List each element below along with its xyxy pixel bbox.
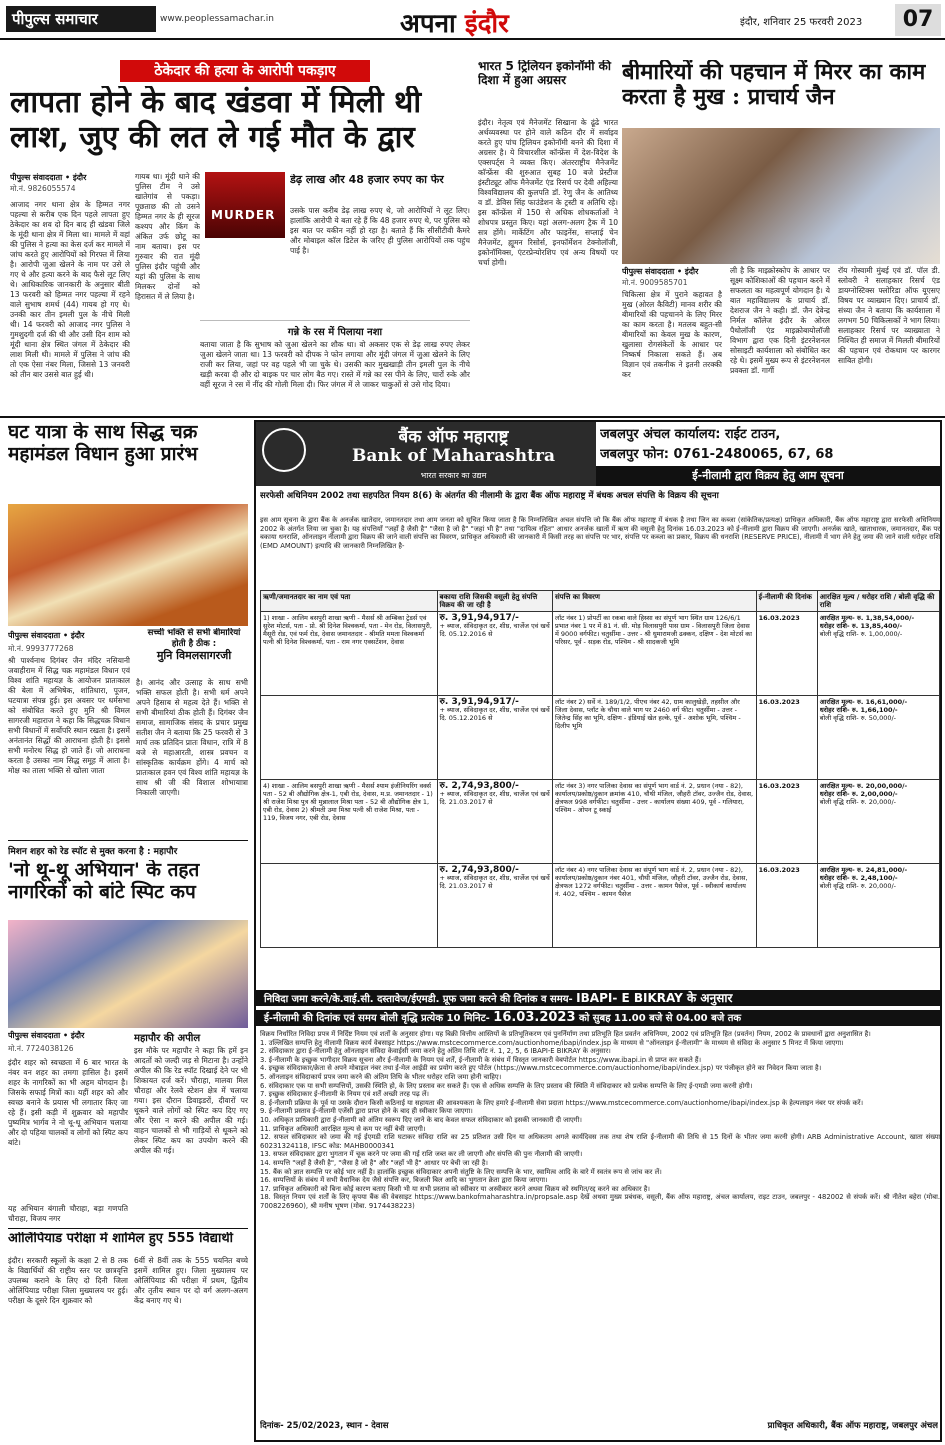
cell-date: 16.03.2023 bbox=[756, 612, 817, 696]
tender-deadline-value: IBAPI- E BIKRAY के अनुसार bbox=[576, 991, 733, 1005]
bid-increment: बोली वृद्धि राशि- रु. 1,00,000/- bbox=[819, 630, 903, 638]
story1-body-2-text: आधिकारिक जानकारी के अनुसार बीती 13 फरवरी को हिम्मत नगर पहल्या में रहने वाले सुभाष शमर्थ (44) गायब हो गए थे। उनकी कार तीन इमली पुल के नीचे मिली थी। 14 फरवरी को आजाद नगर पुलिस ने गुमशुदगी दर्ज की थी और उसी दिन शाम को मूंदी थाना क्षेत्र स्थित जंगल में ठेकेदार की लाश मिली थी। मामले में पुलिस ने जांच की तो एक ऐसा नंबर मिला, जिससे 13 जनवरी को तीन बार उससे बात हुई थी। bbox=[10, 280, 130, 379]
cell-reserve bbox=[817, 696, 939, 780]
cell-date: 16.03.2023 bbox=[756, 864, 817, 948]
story1-body-3-text: गायब था। मूंदी थाने की पुलिस टीम ने उसे खातेगांव से पकड़ा। पूछताछ की तो उसने हिम्मत नगर के ही सूरज कश्यप और किंग के अंकित उर्फ छोटू का नाम बताया। इस पर गुरुवार की रात मूंदी पुलिस इंदौर पहुंची और यहां की पुलिस के साथ मिलकर दोनों को हिरासत में ले लिया है। bbox=[135, 172, 200, 301]
cell-dues-amount: रु. 3,91,94,917/- bbox=[439, 697, 519, 707]
table-header-row bbox=[261, 591, 940, 612]
cell-date: 16.03.2023 bbox=[756, 780, 817, 864]
story2-body: इंदौर। नेतृत्व एवं मैनेजमेंट सिखाना के ढूंढे भारत अर्थव्यवस्था पर होने वाले कठिन दौर में सर्वाइव करते हुए पांच ट्रिलियन इकोनॉमी बनने की दिशा में अग्रसर है। ये विचारशील कॉन्फ्रेंस में देश-विदेश के एक्सपर्ट्स ने व्यक्त किए। अंतरराष्ट्रीय मैनेजमेंट कॉन्फ्रेंस की शुरुआत सुबह 10 बजे प्रेस्टीज इंस्टीट्यूट ऑफ मैनेजमेंट एंड रिसर्च पर देवी अहिल्या विश्वविद्यालय की कुलपति डॉ. रेणु जैन के आतिथ्य व डॉ. डेविस सिंह फाउंडेशन के ट्रस्टी व अतिथि रहे। इस कॉन्फ्रेंस में 150 से अधिक शोधकर्ताओं ने शोधपत्र प्रस्तुत किए। यहां अलग-अलग ट्रैक में 10 सत्र होंगे। मार्केटिंग और फाइनेंस, सप्लाई चेन मैनेजमेंट, ह्यूमन रिसोर्स, इनफॉर्मेशन टेक्नोलॉजी, इकोनॉमिक्स, एंटरप्रेन्योरशिप एवं अन्य विषयों पर चर्चा होगी। bbox=[478, 118, 618, 267]
cell-dues bbox=[437, 780, 552, 864]
emd-amount: धरोहर राशि- रु. 1,66,100/- bbox=[819, 706, 898, 714]
story1-byline: पीपुल्स संवाददाता • इंदौर bbox=[10, 173, 87, 182]
bank-office-line-2: जबलपुर फोन: 0761-2480065, 67, 68 bbox=[600, 447, 834, 462]
story1-box-head: गन्ने के रस में पिलाया नशा bbox=[287, 327, 383, 338]
story5-byline: पीपुल्स संवाददाता • इंदौर bbox=[8, 1031, 85, 1040]
masthead bbox=[0, 0, 945, 40]
story5-appeal-head: महापौर की अपील bbox=[134, 1033, 201, 1044]
bank-logo-icon bbox=[262, 428, 306, 472]
reserve-price: आरक्षित मूल्य- रु. 20,00,000/- bbox=[819, 782, 908, 790]
col-date: ई-नीलामी की दिनांक bbox=[756, 591, 817, 612]
cell-dues-note: + ब्याज, संविदाकृत दर, शीघ्र, चार्जेज एवं खर्चे दि. 05.12.2016 से bbox=[439, 622, 550, 638]
cell-reserve bbox=[817, 612, 939, 696]
story6-headline: ओलिंपियाड परीक्षा में शामिल हुए 555 विद्यार्थी bbox=[8, 1232, 233, 1246]
term-item[interactable]: 4. इच्छुक संविदाकार/क्रेता से अपने मोबाइल नंबर तथा ई-मेल आईडी का प्रयोग करते हुए पोर्टल (https://www.mstcecommerce.com/auctionhome/ibapi/index.jsp) पर पंजीकृत होने का निवेदन किया जाता है। bbox=[260, 1064, 822, 1073]
story5-body-1: इंदौर शहर को स्वच्छता में 6 बार भारत के नंबर वन शहर का तमगा हासिल है। इसमें शहर के नागरिकों का भी अहम योगदान है। जिसके सफाई मित्रों का। यहीं शहर को और स्वच्छ बनाने के प्रयास भी लगातार किए जा रहे हैं। इसी कड़ी में शुक्रवार को महापौर पुष्यमित्र भार्गव ने नो थू-थू अभियान चलाया और दो पहिया चालकों व लोगों को स्पिट कप बांटे। bbox=[8, 1058, 128, 1147]
cell-date: 16.03.2023 bbox=[756, 696, 817, 780]
story3-mobile: मो.नं. 9009585701 bbox=[622, 278, 688, 287]
cell-dues-amount: रु. 2,74,93,800/- bbox=[439, 781, 519, 791]
term-item: 14. सम्पत्ति "जहाँ है जैसी है", "जैसा है जो है" और "जहाँ भी है" आधार पर बेची जा रही है। bbox=[260, 1158, 489, 1167]
bank-office-line-1: जबलपुर अंचल कार्यालय: राईट टाउन, bbox=[600, 427, 781, 442]
bank-header bbox=[256, 422, 596, 486]
section-title bbox=[400, 4, 509, 40]
cell-borrower bbox=[261, 864, 438, 948]
table-row bbox=[261, 696, 940, 780]
bank-tagline: भारत सरकार का उद्यम bbox=[420, 471, 487, 480]
story6-body-1: इंदौर। सरकारी स्कूलों के कक्षा 2 से 8 तक के विद्यार्थियों की राष्ट्रीय स्तर पर छात्रवृत्ति उपलब्ध कराने के लिए दो दिनी जिला ओलिंपियाड परीक्षा जिला मुख्यालय पर हुई। परीक्षा के दूसरे दिन शुक्रवार को bbox=[8, 1256, 128, 1305]
col-dues: बकाया राशि जिसकी वसूली हेतु संपत्ति विक्रय की जा रही है bbox=[437, 591, 552, 612]
story6-body-2: 6वीं से 8वीं तक के 555 चयनित बच्चे इसमें शामिल हुए। जिला मुख्यालय पर ओलिंपियाड की परीक्षा में प्रथम, द्वितीय और तृतीय स्थान पर दो वर्ग अलग-अलग केंद्र बनाए गए थे। bbox=[134, 1256, 248, 1305]
reserve-price: आरक्षित मूल्य- रु. 1,38,54,000/- bbox=[819, 614, 915, 622]
section-rule bbox=[0, 416, 945, 418]
term-item: विक्रय निर्धारित निविदा प्रपत्र में निर्दिष्ट नियम एवं शर्तों के अनुसार होगा। यह बिक्री वित्तीय आस्तियों के प्रतिभूतिकरण एवं पुनर्निर्माण तथा प्रतिभूति हित प्रवर्तन अधिनियम, 2002 एवं प्रतिभूति हित (प्रवर्तन) नियम, 2002 के प्रावधानों द्वारा अनुशासित है। bbox=[260, 1030, 871, 1038]
reserve-price: आरक्षित मूल्य- रु. 16,61,000/- bbox=[819, 698, 908, 706]
cell-dues-amount: रु. 3,91,94,917/- bbox=[439, 613, 519, 623]
term-item: 16. सम्पत्तियों के संबंध में सभी वैधानिक देय जैसे संपत्ति कर, बिजली बिल आदि का भुगतान क्रेता द्वारा किया जाएगा। bbox=[260, 1176, 548, 1185]
bid-increment: बोली वृद्धि राशि- रु. 20,000/- bbox=[819, 882, 897, 890]
term-item: 6. संविदाकार एक या सभी सम्पत्तियों, उसकी स्थिति हो, के लिए प्रस्ताव कर सकते हैं। एक से अधिक सम्पत्ति के लिए प्रस्ताव की स्थिति में संविदाकार को प्रत्येक सम्पत्ति के लिए ई-एमडी जमा करनी होगी। bbox=[260, 1081, 753, 1090]
auction-time-value: को सुबह 11.00 बजे से 04.00 बजे तक bbox=[579, 1013, 742, 1024]
emd-amount: धरोहर राशि- रु. 2,00,000/- bbox=[819, 790, 898, 798]
cell-borrower bbox=[261, 696, 438, 780]
story5-photo bbox=[8, 920, 248, 1028]
auction-table bbox=[260, 590, 940, 948]
cell-borrower: 1) शाखा - आलिम बसपुरी शाखा ऋणी - मैसर्स श्री अम्बिका ट्रेडर्स एवं सुरेश मोटर्स, पता - प्रो. श्री दिनेश विश्वकर्मा, पता - मेन रोड, विलासपुरी, मैसूरी रोड, एवं फर्म रोड, देवास जमानतदार - श्रीमति ममता विश्वकर्मा पत्नी श्री दिनेश विश्वकर्मा, पता - राम नगर एक्सटेंशन, देवास bbox=[261, 612, 438, 696]
term-item[interactable]: 3. ई-नीलामी के इच्छुक भागीदार विक्रय सूचना और ई-नीलामी के नियम एवं शर्तें, ई-नीलामी के संबंध में विस्तृत जानकारी वेबपोर्टल https://www.ibapi.in से प्राप्त कर सकते हैं। bbox=[260, 1055, 702, 1064]
story3-body-1: चिकित्सा क्षेत्र में पुराने कहावत है मुख (ओरल कैविटी) मानव शरीर की बीमारियों की पहचानने के लिए मिरर का काम करता है। मतलब बहुत-सी बीमारियों का केवल मुख के कारण, खुलासा रोगसंकेतों के आधार पर निष्कर्ष निकाला सकते हैं। अब विज्ञान एवं तकनीक ने इतनी तरक्की कर bbox=[622, 290, 722, 379]
story1-body-1 bbox=[10, 200, 130, 410]
story3-byline: पीपुल्स संवाददाता • इंदौर bbox=[622, 267, 699, 276]
murder-image bbox=[205, 172, 285, 238]
term-item: 7. इच्छुक संविदाकार ई-नीलामी के नियम एवं शर्तें अच्छी तरह पढ़ लें। bbox=[260, 1090, 430, 1099]
notice-heading: सरफेसी अधिनियम 2002 तथा सहपठित नियम 8(6) के अंतर्गत की नीलामी के द्वारा बैंक ऑफ महाराष्ट्र में बंधक अचल संपत्ति के विक्रय की सूचना bbox=[260, 491, 719, 501]
ad-footer-date: दिनांक- 25/02/2023, स्थान - देवास bbox=[260, 1421, 389, 1431]
story1-mobile: मो.नं. 9826055574 bbox=[10, 184, 76, 193]
divider bbox=[200, 320, 470, 321]
story4-photo bbox=[8, 504, 248, 626]
cell-property: लॉट नंबर 3) नगर पालिका देवास का संपूर्ण भाग वार्ड नं. 2, प्रधान (नया - 82), कार्यालय/प्रकोष्ठ/दुकान क्रमांक 410, चौथी मंजिल, जौहरी टॉवर, उज्जैन रोड, देवास, क्षेत्रफल 998 वर्गफीट। चतुर्सीमा - उत्तर - कार्यालय संख्या 409, पूर्व - गलियारा, पश्चिम - ओपन टू स्काई bbox=[552, 780, 756, 864]
story3-headline: बीमारियों की पहचान में मिरर का काम करता है मुख : प्राचार्य जैन bbox=[622, 60, 926, 111]
bid-increment: बोली वृद्धि राशि- रु. 20,000/- bbox=[819, 798, 897, 806]
cell-property: लॉट नंबर 2) सर्वे नं. 189/1/2, पीएच नंबर 42, ग्राम कालुखेड़ी, तहसील और जिला देवास, प्लॉट के चौथा वाले भाग पर 2460 वर्ग फीट। चतुर्सीमा - उत्तर - जितेन्द्र सिंह का भूमि, दक्षिण - इंडियाई खेत हल्के, पूर्व - अशोक भूमि, पश्चिम - दिलीप भूमि bbox=[552, 696, 756, 780]
term-item: 11. प्राधिकृत अधिकारी आरक्षित मूल्य से कम पर नहीं बेची जाएगी। bbox=[260, 1124, 426, 1133]
cell-reserve bbox=[817, 864, 939, 948]
story3-body-2: ली है कि माइक्रोस्कोप के आधार पर सूक्ष्म कोशिकाओं की पहचान करने में सफलता का महत्वपूर्ण योगदान है। ये बात महाविद्यालय के प्राचार्य डॉ. देशराज जैन ने कही। डॉ. जैन देवेन्द्र निर्मल कॉलेज इंदौर के ओरल पैथोलॉजी एंड माइक्रोबायोलॉजी विभाग द्वारा एक दिनी इंटरनेशनल सोसाइटी कार्यशाला को संबोधित कर रहे थे। इसमें मुख्य रूप से इंटरनेशनल प्रवक्ता डॉ. गार्गी bbox=[730, 266, 830, 375]
story1-box-body: बताया जाता है कि सुभाष को जुआ खेलने का शौक था। वो अकसर एक से डेढ़ लाख रुपए लेकर जुआ खेलने जाता था। 13 फरवरी को दीपक ने फोन लगाया और मूंदी जंगल में जुआ खेलने के लिए राजी कर लिया, जहां पर वह पहले भी जा चुके थे। उसकी कार मुखखाड़ी तीन इमली पुल के नीचे खड़ी करवा दी और दो बाइक पर चार लोग बैठ गए। रास्ते में गन्ने का रस पीने के लिए, चारों रुके और वहीं सूरज ने रस में नींद की गोली मिला दी। फिर जंगल में ले जाकर चाकुओं से उसे गोद दिया। bbox=[200, 340, 470, 389]
auction-date-value: 16.03.2023 bbox=[493, 1010, 576, 1025]
term-item: 5. ऑनलाइन संविदाकार्य प्रपत्र जमा करने की अंतिम तिथि के भीतर धरोहर राशि जमा होनी चाहिए। bbox=[260, 1072, 502, 1081]
tender-deadline-label: निविदा जमा करने/के.वाई.सी. दस्तावेज/ईएमडी. प्रूफ जमा करने की दिनांक व समय- bbox=[264, 994, 573, 1005]
term-item: 13. सफल संविदाकार द्वारा भुगतान में चूक करने पर जमा की गई राशि जब्त कर ली जाएगी और संपत्ति की पुनः नीलामी की जाएगी। bbox=[260, 1150, 583, 1159]
story4-mobile: मो.नं. 9993777268 bbox=[8, 644, 74, 653]
term-item[interactable]: 8. ई-नीलामी प्रक्रिया के पूर्व या उसके दौरान किसी कठिनाई या सहायता की आवश्यकता के लिए हमारे ई-नीलामी सेवा प्रदाता https://www.mstcecommerce.com/auctionhome/ibapi/index.jsp के हेल्पलाइन नंबर पर संपर्क करें। bbox=[260, 1098, 864, 1107]
story4-quote-head: सच्ची भक्ति से सभी बीमारियां होती है ठीक : bbox=[147, 628, 241, 649]
website-url[interactable]: www.peoplessamachar.in bbox=[160, 14, 274, 24]
notice-intro: इस आम सूचना के द्वारा बैंक के अनर्जक खातेदार, जमानतदार तथा आम जनता को सूचित किया जाता है कि निम्नलिखित अचल संपत्ति जो कि बैंक ऑफ महाराष्ट्र में बंधक है तथा जिन का कब्जा (सांकेतिक/प्रत्यक्ष) प्राधिकृत अधिकारी, बैंक ऑफ महाराष्ट्र द्वारा सरफेसी अधिनियम 2002 के अंतर्गत लिया जा चुका है। यह संपत्तियाँ "जहाँ है जैसी है" "जैसा है जो है" "जहां भी है" तथा "दायित्व रहित" आधार अनर्जक खातों में ऋण की वसूली हेतु दिनांक 16.03.2023 को ई-नीलामी द्वारा विक्रय की जाएगी। अनर्जक खाते, खाताधारक, जमानतदार, बैंक पर बकाया धनराशि, ऑनलाइन नीलामी द्वारा विक्रय की जाने वाली संपत्ति का विवरण, प्राधिकृत अधिकारी की जानकारी में किसी तरह का संपत्ति पर भार, संपत्ति पर कब्जा का प्रकार, विक्रय की धनराशि (RESERVE PRICE), नीलामी में भाग लेने हेतु जमा की जाने वाली धरोहर राशि (EMD AMOUNT) इत्यादि की जानकारी निम्नलिखित है- bbox=[260, 516, 940, 550]
term-item: 2. संविदाकार द्वारा ई-नीलामी हेतु ऑनलाइन संविदा केवाईसी जमा करने हेतु अंतिम तिथि लॉट नं. 1, 2, 5, 6 IBAPI-E BIKRAY के अनुसार। bbox=[260, 1047, 611, 1056]
table-row bbox=[261, 864, 940, 948]
story4-quote-name: मुनि विमलसागरजी bbox=[156, 649, 232, 662]
cell-dues-note: + ब्याज, संविदाकृत दर, शीघ्र, चार्जेज एवं खर्चे दि. 05.12.2016 से bbox=[439, 706, 550, 722]
dateline: इंदौर, शनिवार 25 फरवरी 2023 bbox=[740, 17, 863, 28]
section-title-a: अपना bbox=[400, 9, 456, 39]
reserve-price: आरक्षित मूल्य- रु. 24,81,000/- bbox=[819, 866, 908, 874]
murder-image-label: MURDER bbox=[211, 208, 276, 222]
term-item: 12. सफल संविदाकार को जमा की गई ईएमडी राशि घटाकर संविदा राशि का 25 प्रतिशत उसी दिन या अधिकतम अगले कार्यदिवस तक तथा शेष राशि ई-नीलामी की तिथि से 15 दिनों के भीतर जमा करनी होगी। ARB Administrative Account, खाता संख्या 60231324118, IFSC कोड: MAHB0000341 bbox=[260, 1133, 940, 1150]
cell-dues-note: + ब्याज, संविदाकृत दर, शीघ्र, चार्जेज एवं खर्चे दि. 21.03.2017 से bbox=[439, 874, 550, 890]
col-borrower: ऋणी/जमानतदार का नाम एवं पता bbox=[261, 591, 438, 612]
divider bbox=[8, 840, 248, 841]
cell-dues-amount: रु. 2,74,93,800/- bbox=[439, 865, 519, 875]
table-row bbox=[261, 612, 940, 696]
story3-photo bbox=[622, 128, 940, 264]
story1-kicker: ठेकेदार की हत्या के आरोपी पकड़ाए bbox=[120, 60, 370, 82]
bank-name-hindi: बैंक ऑफ महाराष्ट्र bbox=[398, 427, 509, 446]
term-item: 9. ई-नीलामी प्रस्ताव ई-नीलामी एजेंसी द्वारा प्राप्त होने के बाद ही स्वीकार किया जाएगा। bbox=[260, 1107, 473, 1116]
newspaper-logo: पीपुल्स समाचार bbox=[6, 6, 156, 32]
term-item: 10. अधिकृत प्राधिकारी द्वारा ई-नीलामी को अंतिम स्वरूप दिए जाने के बाद केवल सफल संविदाकार को इसकी जानकारी दी जाएगी। bbox=[260, 1115, 582, 1124]
tender-deadline-bar bbox=[256, 990, 940, 1006]
auction-date-bar bbox=[256, 1010, 940, 1026]
term-item: 15. बैंक को ज्ञात सम्पत्ति पर कोई भार नहीं है। हालांकि इच्छुक संविदाकार अपनी संतुष्टि के लिए सम्पत्ति के भार, स्वामित्व आदि के बारे में स्वतंत्र रूप से जांच कर लें। bbox=[260, 1167, 662, 1176]
story1-body-4: उसके पास करीब डेढ़ लाख रुपए थे, जो आरोपियों ने लूट लिए। हालांकि आरोपी ये बता रहे हैं कि 48 हजार रुपए थे, पर पुलिस को इस बात पर यकीन नहीं हो रहा है। बताते हैं कि सीसीटीवी कैमरे और मोबाइल कॉल डिटेल के जरिए ही पुलिस आरोपियों तक पहुंच पाई है। bbox=[290, 206, 470, 255]
emd-amount: धरोहर राशि- रु. 2,48,100/- bbox=[819, 874, 898, 882]
story5-kicker: मिशन शहर को रेड स्पॉट से मुक्त करना है : महापौर bbox=[8, 847, 178, 857]
cell-borrower: 4) शाखा - आलिम बसपुरी शाखा ऋणी - मैसर्स श्याम इंजीनियरिंग वर्क्स पता - 52 बी औद्योगिक क्षेत्र-1, एबी रोड, देवास, म.प्र. जमानतदार - 1) श्री राजेश मिश्रा पुत्र श्री मुन्नालाल मिश्रा पता - 52 बी औद्योगिक क्षेत्र 1, एबी रोड, देवास 2) श्रीमती उमा मिश्रा पत्नी श्री राजेश मिश्रा, पता - 119, विजय नगर, एबी रोड, देवास bbox=[261, 780, 438, 864]
story4-headline: घट यात्रा के साथ सिद्ध चक्र महामंडल विधान हुआ प्रारंभ bbox=[8, 422, 198, 465]
term-item: 17. प्राधिकृत अधिकारी को बिना कोई कारण बताए किसी भी या सभी प्रस्ताव को स्वीकार या अस्वीकार करने अथवा विक्रय को स्थगित/रद्द करने का अधिकार है। bbox=[260, 1184, 650, 1193]
bank-name-english: Bank of Maharashtra bbox=[352, 446, 555, 466]
bank-ad bbox=[254, 420, 942, 1442]
terms-list bbox=[260, 1030, 940, 1416]
story5-headline: 'नो थू-थू अभियान' के तहत नागरिकों को बांटे स्पिट कप bbox=[8, 860, 200, 903]
story4-byline: पीपुल्स संवाददाता • इंदौर bbox=[8, 631, 85, 640]
story4-quote bbox=[140, 628, 248, 674]
cell-property: लॉट नंबर 1) प्रोपर्टी का रकबा वाले हिस्सा का संपूर्ण भाग स्थित ग्राम 126/6/1 प्रभात नंबर 1 पर में 81 नं. सी. मोड़ विलासपुरी पास ग्राम - विलासपुरी जिला देवास में 9000 वर्गफीट। चतुर्सीमा - उत्तर - श्री धुमारामजी ढक्कन, दक्षिण - देश मोटर्स का परिसर, पूर्व - सड़क रोड, पश्चिम - श्री सादकजी भूमि bbox=[552, 612, 756, 696]
story5-body-3: यह अभियान बंगाली चौराहा, बड़ा गणपति चौराहा, विजय नगर bbox=[8, 1204, 128, 1223]
table-row bbox=[261, 780, 940, 864]
cell-dues-note: + ब्याज, संविदाकृत दर, शीघ्र, चार्जेज एवं खर्चे दि. 21.03.2017 से bbox=[439, 790, 550, 806]
term-item[interactable]: 1. उल्लिखित सम्पत्ति हेतु नीलामी विक्रय कार्य वेबसाइट https://www.mstcecommerce.com/auctionhome/ibapi/index.jsp के माध्यम से "ऑनलाइन ई-नीलामी" के माध्यम से संविदा के अनुसार 5 मिनट में किया जाएगा। bbox=[260, 1038, 844, 1047]
story2-headline: भारत 5 ट्रिलियन इकोनॉमी की दिशा में हुआ अग्रसर bbox=[478, 60, 611, 87]
bid-increment: बोली वृद्धि राशि- रु. 50,000/- bbox=[819, 714, 897, 722]
ad-footer-signatory: प्राधिकृत अधिकारी, बैंक ऑफ महाराष्ट्र, जबलपुर अंचल bbox=[767, 1421, 938, 1431]
story4-body-1: श्री पार्श्वनाथ दिगंबर जैन मंदिर नसियानी जवाहीराम में सिद्ध चक्र महामंडल विधान एवं विश्व शांति महायज्ञ के आयोजन प्रातःकाल की बेला में अभिषेक, शांतिधारा, पूजन, घटयात्रा संपन्न हुई। इस अवसर पर धर्मसभा को संबोधित करते हुए मुनि श्री विमल सागरजी महाराज ने कहा कि सिद्धचक्र विधान सभी विधानों में सर्वोपरि स्थान रखता है। इसमें अनंतानंत सिद्धों की आराधना होती है। इससे सभी मनोरथ सिद्ध हो जाते हैं। जो आराधना करता है उसका नाम सिद्ध समूह में आता है। मोक्ष का ताला भक्ति से खोला जाता bbox=[8, 656, 130, 775]
cell-dues bbox=[437, 864, 552, 948]
story1-headline: लापता होने के बाद खंडवा में मिली थी लाश, जुए की लत ले गई मौत के द्वार bbox=[10, 86, 422, 155]
emd-amount: धरोहर राशि- रु. 13,85,400/- bbox=[819, 622, 903, 630]
auction-date-label: ई-नीलामी की दिनांक एवं समय बोली वृद्धि प्रत्येक 10 मिनिट- bbox=[264, 1013, 490, 1024]
col-reserve: आरक्षित मूल्य / धरोहर राशि / बोली वृद्धि की राशि bbox=[817, 591, 939, 612]
story4-body-2: है। आनंद और उत्साह के साथ सभी भक्ति सफल होती है। सभी धर्म अपने अपने हिसाब से महत्व देते हैं। भक्ति से सभी बीमारियां ठीक होती हैं। दिगंबर जैन समाज, सामाजिक संसद के प्रचार प्रमुख सतीश जैन ने बताया कि 25 फरवरी से 3 मार्च तक प्रतिदिन प्रातः विधान, रात्रि में 8 बजे से महाआरती, शास्त्र प्रवचन व सांस्कृतिक कार्यक्रम होंगे। 4 मार्च को प्रातःकाल हवन एवं विश्व शांति महायज्ञ के साथ श्री जी की विशाल शोभायात्रा निकाली जाएगी। bbox=[136, 678, 248, 797]
page-number: 07 bbox=[895, 4, 941, 36]
story5-body-2: इस मौके पर महापौर ने कहा कि हमें इन आदतों को जल्दी जड़ से मिटाना है। उन्होंने अपील की कि रेड स्पॉट दिखाई देने पर भी शिकायत दर्ज करें। चौराहा, मालवा मिल चौराहा और रेलवे स्टेशन क्षेत्र में चलाया गया। इस दौरान डिवाइडरों, दीवारों पर थूकने वाले लोगों को स्पिट कप दिए गए और ऐसा न करने की अपील की गई। वाहन चालकों से भी गाड़ियों से थूकने को लेकर स्पिट कप का उपयोग करने की अपील की गई। bbox=[134, 1046, 248, 1155]
story3-body-3: रॉय गोस्वामी मुंबई एवं डॉ. पॉल डी. स्लोवरी ने सलाहकार रिसर्च एंड डायग्नोस्टिक्स फ्लोरिडा ऑफ यूएसए विषय पर व्याख्यान दिए। प्राचार्य डॉ. संध्या जैन ने बताया कि कार्यशाला में लगभग 50 चिकित्सकों ने भाग लिया। सलाहकार रिसर्च पर व्याख्याता ने निश्चित ही समाज में मिलती बीमारियों की पहचान एवं रोकथाम पर कारगर साबित होगी। bbox=[838, 266, 940, 365]
divider bbox=[8, 1228, 248, 1229]
cell-dues bbox=[437, 612, 552, 696]
story1-body-3 bbox=[135, 172, 200, 410]
notice-title: ई-नीलामी द्वारा विक्रय हेतु आम सूचना bbox=[596, 466, 940, 486]
cell-reserve bbox=[817, 780, 939, 864]
story1-body-1-text: आजाद नगर थाना क्षेत्र के हिम्मत नगर पहल्या से करीब एक दिन पहले लापता हुए ठेकेदार का शव दो दिन बाद ही खंडवा जिले के मूंदी थाना क्षेत्र में मिला था। मामले में वहां की पुलिस ने हत्या का केस दर्ज कर मामले में जांच करते हुए आरोपियों को गिरफ्त में लिया है। आरोपी जुआ खेलने के नाम पर उसे ले गए थे और हत्या करने के बाद फैसे लूट लिए थे। bbox=[10, 200, 130, 289]
story1-subhead: डेढ़ लाख और 48 हजार रुपए का फेर bbox=[290, 174, 444, 186]
term-item[interactable]: 18. विस्तृत नियम एवं शर्तों के लिए कृपया बैंक की वेबसाइट https://www.bankofmaharashtra.in/propsale.asp देखें अथवा मुख्य प्रबंधक, वसूली, बैंक ऑफ महाराष्ट्र, अंचल कार्यालय, राइट टाउन, जबलपुर - 482002 से संपर्क करें। श्री नीतेश बहेरा (मोबा. 7008226960), श्री मनीष भूषण (मोबा. 9174438223) bbox=[260, 1193, 940, 1210]
auction-table-wrap bbox=[260, 590, 940, 982]
col-property: संपत्ति का विवरण bbox=[552, 591, 756, 612]
cell-dues bbox=[437, 696, 552, 780]
cell-property: लॉट नंबर 4) नगर पालिका देवास का संपूर्ण भाग वार्ड नं. 2, प्रधान (नया - 82), कार्यालय/प्रकोष्ठ/दुकान नंबर 401, चौथी मंजिल, जौहरी टॉवर, उज्जैन रोड, देवास, क्षेत्रफल 1272 वर्गफीट। चतुर्सीमा - उत्तर - कामन पैसेज, पूर्व - स्वीकार्य कार्यालय नं. 402, पश्चिम - कामन पैसेज bbox=[552, 864, 756, 948]
section-title-b: इंदौर bbox=[464, 9, 509, 39]
story5-mobile: मो.नं. 7724038126 bbox=[8, 1044, 74, 1053]
